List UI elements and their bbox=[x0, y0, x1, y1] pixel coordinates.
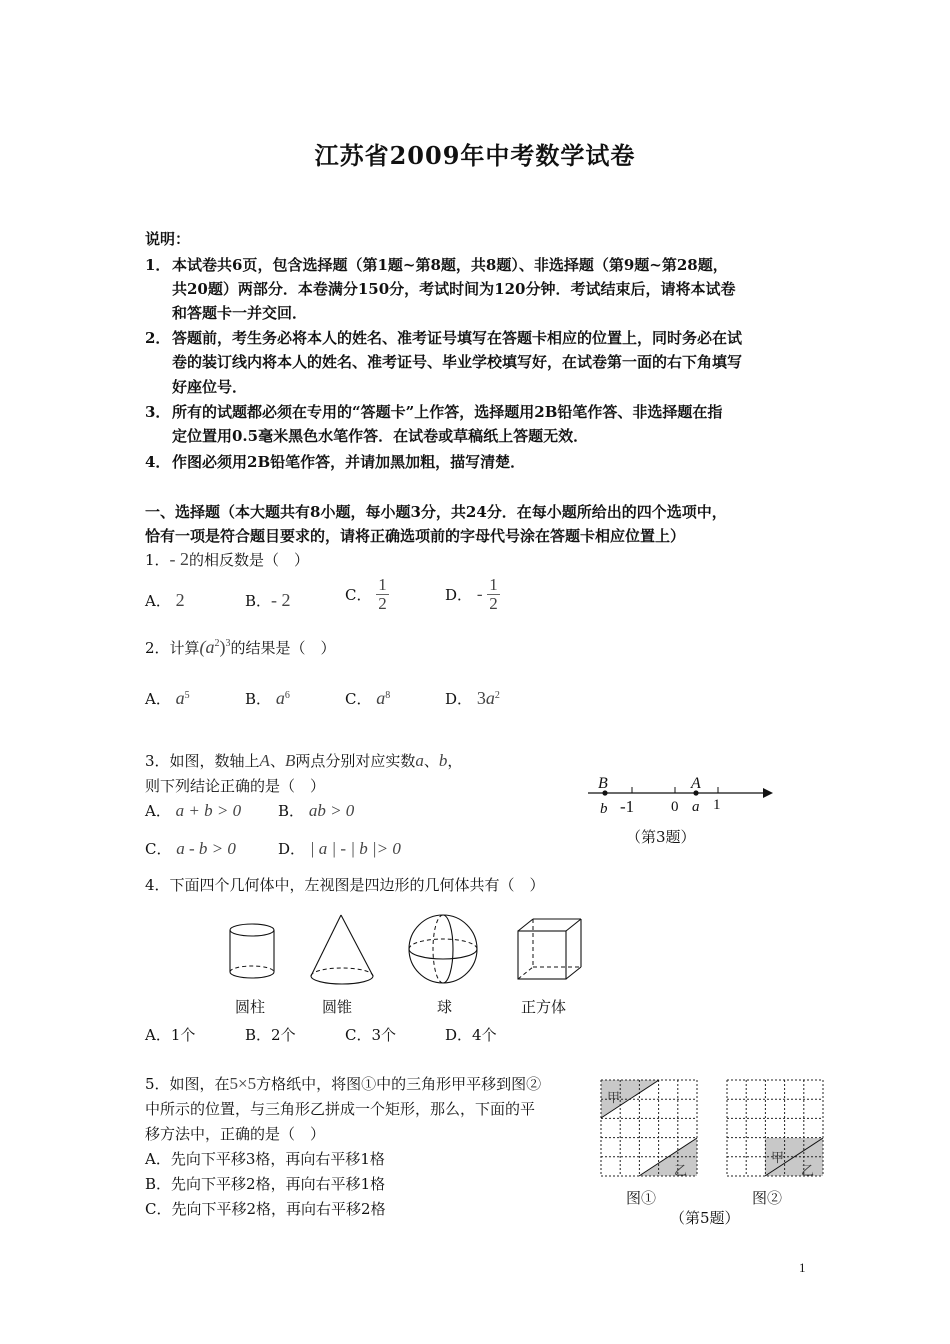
tick-0: 0 bbox=[671, 799, 679, 815]
note-line: 定位置用0.5毫米黑色水笔作答．在试卷或草稿纸上答题无效． bbox=[172, 427, 589, 445]
q2-expression bbox=[200, 637, 231, 657]
q3-separator: 、 bbox=[423, 752, 439, 770]
option-base: a bbox=[175, 688, 185, 708]
option-coefficient: 3 bbox=[476, 688, 486, 708]
fraction-denominator: 2 bbox=[378, 593, 387, 613]
q4-option-a: A．1个 bbox=[145, 1026, 196, 1044]
q1-expression: - 2 bbox=[169, 549, 190, 569]
tick-neg1: -1 bbox=[620, 797, 635, 816]
label-yi: 乙 bbox=[674, 1164, 688, 1179]
q5-text: 方格纸中，将图①中的三角形甲平移到图② bbox=[256, 1075, 542, 1093]
shape-label: 球 bbox=[437, 998, 453, 1016]
question-5-stem bbox=[145, 1073, 541, 1094]
page-number: 1 bbox=[799, 1260, 806, 1275]
shape-label: 正方体 bbox=[521, 998, 567, 1016]
q3-text: ， bbox=[447, 752, 463, 770]
point-A: A bbox=[259, 751, 270, 770]
figure-label-1: 图① bbox=[626, 1189, 657, 1207]
label-a: a bbox=[692, 799, 700, 815]
option-expression: a - b > 0 bbox=[176, 839, 236, 858]
q3-option-c bbox=[145, 838, 236, 859]
expr-close: ) bbox=[219, 637, 226, 657]
note-line: 答题前，考生务必将本人的姓名、准考证号填写在答题卡相应的位置上，同时务必在试 bbox=[172, 329, 743, 347]
q5-option-a: A．先向下平移3格，再向右平移1格 bbox=[145, 1150, 385, 1168]
note-line: 和答题卡一并交回． bbox=[172, 304, 308, 322]
option-label: C． bbox=[345, 585, 372, 604]
var-b: b bbox=[438, 751, 448, 770]
question-1-stem bbox=[145, 549, 309, 570]
q2-option-b bbox=[245, 688, 290, 709]
option-expression: | a | - | b |> 0 bbox=[309, 839, 401, 858]
option-base: a bbox=[275, 688, 285, 708]
page-title: 江苏省2009年中考数学试卷 bbox=[314, 141, 636, 170]
q4-option-b: B．2个 bbox=[245, 1026, 296, 1044]
section-heading-cont: 恰有一项是符合题目要求的，请将正确选项前的字母代号涂在答题卡相应位置上） bbox=[145, 527, 686, 545]
option-label: C． bbox=[145, 840, 172, 858]
q1-option-a bbox=[145, 590, 185, 611]
label-yi: 乙 bbox=[801, 1164, 815, 1179]
note-line: 共20题）两部分．本卷满分150分，考试时间为120分钟．考试结束后，请将本试卷 bbox=[172, 280, 736, 298]
q1-option-d bbox=[445, 576, 500, 613]
question-4-stem: 4．下面四个几何体中，左视图是四边形的几何体共有（ ） bbox=[145, 876, 545, 894]
note-line: 作图必须用2B铅笔作答，并请加黑加粗，描写清楚． bbox=[172, 453, 526, 471]
q2-option-c bbox=[345, 688, 390, 709]
option-label: A． bbox=[145, 802, 171, 820]
label-jia: 甲 bbox=[607, 1091, 621, 1106]
note-number: 4． bbox=[145, 453, 171, 471]
cylinder-shape bbox=[226, 922, 282, 988]
note-line: 好座位号． bbox=[172, 378, 248, 396]
cube-shape bbox=[515, 916, 587, 986]
figure-caption: （第5题） bbox=[670, 1209, 740, 1227]
fraction-numerator: 1 bbox=[378, 575, 387, 594]
option-expression: ab > 0 bbox=[308, 801, 355, 820]
expr-exponent: 2 bbox=[214, 638, 220, 649]
q2-option-d bbox=[445, 688, 500, 709]
option-expression: a + b > 0 bbox=[175, 801, 242, 820]
note-line: 所有的试题都必须在专用的“答题卡”上作答，选择题用2B铅笔作答、非选择题在指 bbox=[172, 403, 723, 421]
tick-1: 1 bbox=[713, 797, 721, 813]
q1-suffix: 的相反数是（ ） bbox=[189, 551, 310, 569]
note-number: 1． bbox=[145, 256, 171, 274]
q1-option-c bbox=[345, 576, 389, 613]
q5-option-b: B．先向下平移2格，再向右平移1格 bbox=[145, 1175, 386, 1193]
q3-text: 两点分别对应实数 bbox=[295, 752, 416, 770]
option-base: a bbox=[376, 688, 386, 708]
label-A: A bbox=[691, 775, 701, 792]
note-number: 2． bbox=[145, 329, 171, 347]
figure-caption: （第3题） bbox=[626, 828, 696, 846]
option-label: D． bbox=[278, 840, 306, 858]
option-exponent: 6 bbox=[284, 690, 290, 701]
label-b: b bbox=[600, 801, 608, 817]
figure-label-2: 图② bbox=[752, 1189, 783, 1207]
q1-prefix: 1． bbox=[145, 551, 170, 569]
question-5-stem-cont: 移方法中，正确的是（ ） bbox=[145, 1125, 326, 1143]
fraction-numerator: 1 bbox=[489, 575, 498, 594]
shape-label: 圆柱 bbox=[235, 998, 266, 1016]
option-value: 2 bbox=[175, 590, 185, 610]
label-B: B bbox=[598, 775, 608, 792]
option-exponent: 2 bbox=[494, 690, 500, 701]
notes-heading: 说明： bbox=[145, 230, 191, 248]
option-label: D． bbox=[445, 585, 473, 604]
section-heading: 一、选择题（本大题共有8小题，每小题3分，共24分．在每小题所给出的四个选项中， bbox=[145, 503, 727, 521]
q3-option-a bbox=[145, 800, 241, 821]
q3-option-b bbox=[278, 800, 354, 821]
option-base: a bbox=[485, 688, 495, 708]
note-number: 3． bbox=[145, 403, 171, 421]
note-line: 本试卷共6页，包含选择题（第1题~第8题，共8题）、非选择题（第9题~第28题， bbox=[172, 256, 728, 274]
option-label: B． bbox=[278, 802, 305, 820]
question-5-stem-cont: 中所示的位置，与三角形乙拼成一个矩形，那么，下面的平 bbox=[145, 1100, 536, 1118]
cone-shape bbox=[307, 912, 377, 992]
q5-option-c: C．先向下平移2格，再向右平移2格 bbox=[145, 1200, 386, 1218]
question-2-stem bbox=[145, 637, 336, 658]
fraction bbox=[376, 576, 389, 613]
grid-size: 5×5 bbox=[229, 1074, 257, 1093]
q5-text: 5．如图，在 bbox=[145, 1075, 230, 1093]
fraction-denominator: 2 bbox=[489, 593, 498, 613]
option-label: B． bbox=[245, 592, 272, 610]
question-3-stem bbox=[145, 750, 462, 771]
q3-text: 3．如图，数轴上 bbox=[145, 752, 260, 770]
var-a: a bbox=[415, 751, 424, 770]
shape-label: 圆锥 bbox=[322, 998, 353, 1016]
q4-option-d: D．4个 bbox=[445, 1026, 497, 1044]
q2-suffix: 的结果是（ ） bbox=[230, 639, 336, 657]
sphere-shape bbox=[406, 912, 482, 988]
expr-base: (a bbox=[199, 637, 215, 657]
option-label: A． bbox=[145, 592, 171, 610]
q4-option-c: C．3个 bbox=[345, 1026, 397, 1044]
option-label: C． bbox=[345, 690, 372, 708]
q1-option-b bbox=[245, 590, 291, 611]
note-line: 卷的装订线内将本人的姓名、准考证号、毕业学校填写好，在试卷第一面的右下角填写 bbox=[172, 353, 743, 371]
number-line bbox=[585, 775, 785, 825]
point-B: B bbox=[284, 751, 296, 770]
question-3-stem-cont: 则下列结论正确的是（ ） bbox=[145, 777, 326, 795]
option-label: A． bbox=[145, 690, 171, 708]
option-exponent: 5 bbox=[184, 690, 190, 701]
option-value: - 2 bbox=[271, 590, 291, 610]
q3-option-d bbox=[278, 838, 401, 859]
q2-option-a bbox=[145, 688, 190, 709]
option-exponent: 8 bbox=[385, 690, 391, 701]
label-jia: 甲 bbox=[771, 1151, 785, 1166]
option-label: B． bbox=[245, 690, 272, 708]
q3-separator: 、 bbox=[269, 752, 285, 770]
option-label: D． bbox=[445, 690, 473, 708]
expr-exponent: 3 bbox=[225, 638, 231, 649]
fraction bbox=[487, 576, 500, 613]
q2-prefix: 2．计算 bbox=[145, 639, 200, 657]
minus-sign: - bbox=[476, 584, 483, 604]
